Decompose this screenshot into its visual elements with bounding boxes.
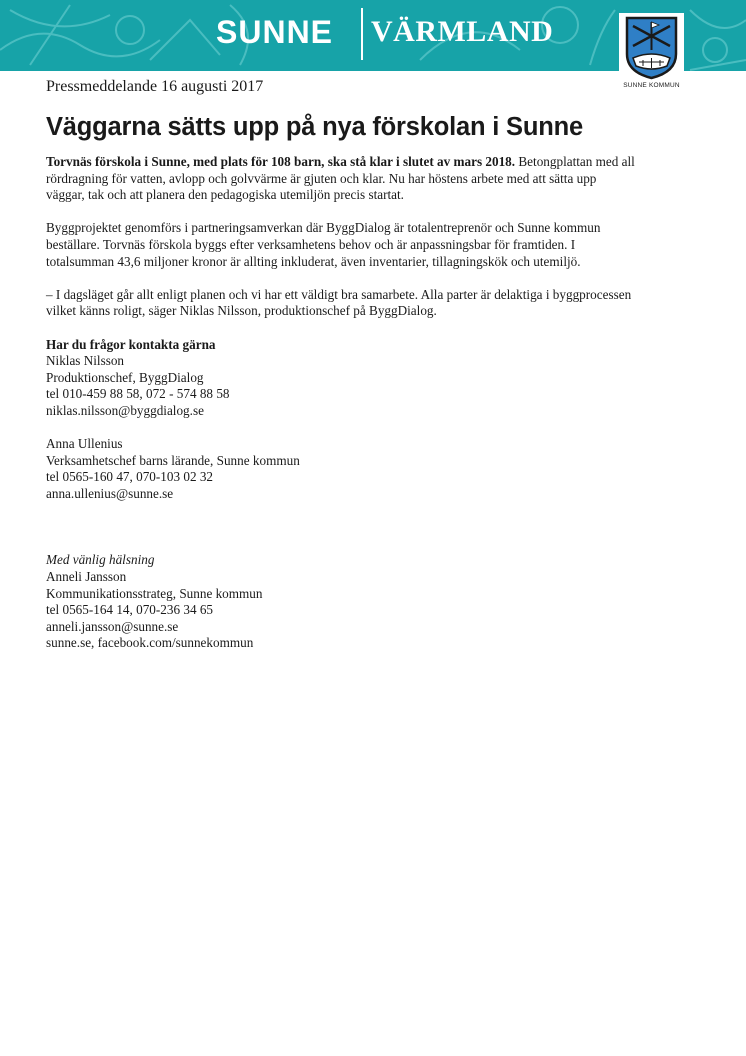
- dateline: Pressmeddelande 16 augusti 2017: [46, 78, 264, 95]
- signoff-email: anneli.jansson@sunne.se: [46, 618, 179, 634]
- lead-rest: Betongplattan med all rördragning för vatten, avlopp och golvvärme är gjuten och klar. Nu har höstens arbete med att sätta upp väggar, tak och att planera den pedagogiska utemiljön precis startat.: [46, 154, 635, 203]
- headline: Väggarna sätts upp på nya förskolan i Sunne: [46, 113, 583, 141]
- contact-phone: tel 010-459 88 58, 072 - 574 88 58: [46, 386, 230, 402]
- contact-name: Niklas Nilsson: [46, 353, 125, 369]
- signoff-links: sunne.se, facebook.com/sunnekommun: [46, 635, 254, 651]
- body-paragraph: Byggprojektet genomförs i partneringsamverkan där ByggDialog är totalentreprenör och Sunne kommun beställare. Torvnäs förskola byggs efter verksamhetens behov och är anpassningsbar för framtiden. I totalsumman 43,6 miljoner kronor är allting inkluderat, även inventarier, tillagningskök och utemiljö.: [46, 220, 601, 269]
- signoff-greeting: Med vänlig hälsning: [46, 552, 155, 568]
- signoff-phone: tel 0565-164 14, 070-236 34 65: [46, 602, 214, 618]
- contact-heading: Har du frågor kontakta gärna: [46, 336, 216, 352]
- contact-title: Verksamhetschef barns lärande, Sunne kommun: [46, 452, 300, 468]
- press-release: [46, 77, 636, 652]
- lead-bold: Torvnäs förskola i Sunne, med plats för 108 barn, ska stå klar i slutet av mars 2018.: [46, 154, 516, 169]
- brand-divider: [361, 8, 363, 60]
- crest-shield-icon: [625, 16, 678, 80]
- contact-block: [46, 337, 636, 420]
- contact-phone: tel 0565-160 47, 070-103 02 32: [46, 469, 214, 485]
- contact-email: niklas.nilsson@byggdialog.se: [46, 402, 204, 418]
- contact-block: [46, 436, 636, 502]
- contact-title: Produktionschef, ByggDialog: [46, 369, 204, 385]
- contact-name: Anna Ullenius: [46, 436, 123, 452]
- signoff-title: Kommunikationsstrateg, Sunne kommun: [46, 585, 263, 601]
- quote-paragraph: – I dagsläget går allt enligt planen och vi har ett väldigt bra samarbete. Alla parter är delaktiga i byggprocessen vilket känns roligt, säger Niklas Nilsson, produktionschef på ByggDialog.: [46, 286, 632, 319]
- contact-email: anna.ullenius@sunne.se: [46, 485, 174, 501]
- signoff-block: [46, 552, 636, 652]
- signoff-name: Anneli Jansson: [46, 569, 127, 585]
- crest-caption: SUNNE KOMMUN: [623, 82, 680, 89]
- brand-varmland: VÄRMLAND: [371, 15, 554, 48]
- lead-paragraph: [46, 154, 636, 204]
- brand-sunne: SUNNE: [216, 14, 334, 50]
